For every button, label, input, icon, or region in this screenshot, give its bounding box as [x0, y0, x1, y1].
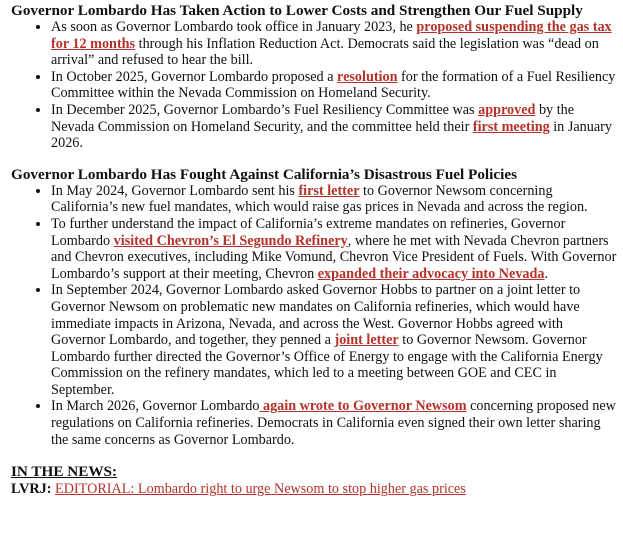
item-text: to Governor Newsom. Governor Lombardo further directed the Governor’s Office of Energy to engage with the California Energy Commission on the refinery mandates, which led to a meeting between GOE and CEC in September.: [51, 332, 603, 398]
item-text: by the Nevada Commission on Homeland Security, and the committee held their: [51, 101, 575, 135]
link-first-meeting[interactable]: first meeting: [472, 118, 550, 135]
list-item: [51, 282, 617, 398]
item-text: As soon as Governor Lombardo took office in January 2023, he: [51, 19, 417, 35]
news-editorial-link[interactable]: EDITORIAL: Lombardo right to urge Newsom to stop higher gas prices: [55, 481, 466, 498]
link-first-letter[interactable]: first letter: [298, 182, 360, 199]
item-text: In May 2024, Governor Lombardo sent his: [51, 182, 299, 199]
link-expanded-advocacy[interactable]: expanded their advocacy into Nevada: [317, 265, 545, 282]
bullet-list-lower-costs: [11, 19, 617, 152]
in-the-news-heading: IN THE NEWS:: [11, 463, 118, 481]
item-text: In September 2024, Governor Lombardo asked Governor Hobbs to partner on a joint letter to Governor Newsom on problematic new mandates on California refineries, which would have immediate impacts in Arizona, Nevada, and across the West. Governor Hobbs agreed with Governor Lombardo, and together, they penned a: [51, 282, 581, 349]
section-heading-lower-costs: Governor Lombardo Has Taken Action to Lower Costs and Strengthen Our Fuel Supply: [11, 2, 583, 19]
item-text: In March 2026, Governor Lombardo: [51, 398, 260, 415]
item-text: In October 2025, Governor Lombardo proposed a: [51, 68, 338, 85]
item-text: , where he met with Nevada Chevron partners and Chevron executives, including Mike Vomund, Chevron Vice President of Fuels. With Governor Lombardo’s support at their meeting, Chevron: [51, 232, 617, 282]
news-item: [11, 481, 617, 498]
bullet-list-fuel-policies: [11, 183, 617, 449]
item-text: in January 2026.: [51, 118, 612, 152]
item-text: .: [544, 265, 549, 282]
item-text: To further understand the impact of California’s extreme mandates on refineries, Governor Lombardo: [51, 215, 566, 249]
link-approved[interactable]: approved: [478, 101, 536, 118]
list-item: [51, 102, 617, 152]
link-joint-letter[interactable]: joint letter: [334, 332, 399, 349]
list-item: [51, 19, 617, 69]
link-proposed-suspending-gas-tax[interactable]: proposed suspending the gas tax for 12 months: [51, 19, 612, 52]
item-text: through his Inflation Reduction Act. Democrats said the legislation was “dead on arrival” and refused to hear the bill.: [51, 35, 599, 69]
list-item: [51, 398, 617, 448]
item-text: for the formation of a Fuel Resiliency Committee within the Nevada Commission on Homeland Security.: [51, 68, 616, 102]
list-item: [51, 216, 617, 282]
section-heading-fuel-policies: Governor Lombardo Has Fought Against California’s Disastrous Fuel Policies: [11, 165, 517, 183]
item-text: In December 2025, Governor Lombardo’s Fuel Resiliency Committee was: [51, 101, 479, 118]
link-again-wrote-newsom[interactable]: again wrote to Governor Newsom: [259, 398, 467, 415]
list-item: [51, 69, 617, 102]
link-visited-chevron-refinery[interactable]: visited Chevron’s El Segundo Refinery: [113, 232, 348, 249]
item-text: to Governor Newsom concerning California’s new fuel mandates, which would raise gas prices in Nevada and across the region.: [51, 182, 588, 216]
news-source: LVRJ:: [11, 481, 52, 498]
link-resolution[interactable]: resolution: [337, 68, 398, 85]
item-text: concerning proposed new regulations on California refineries. Democrats in California even signed their own letter sharing the same concerns as Governor Lombardo.: [51, 398, 616, 448]
list-item: [51, 183, 617, 216]
